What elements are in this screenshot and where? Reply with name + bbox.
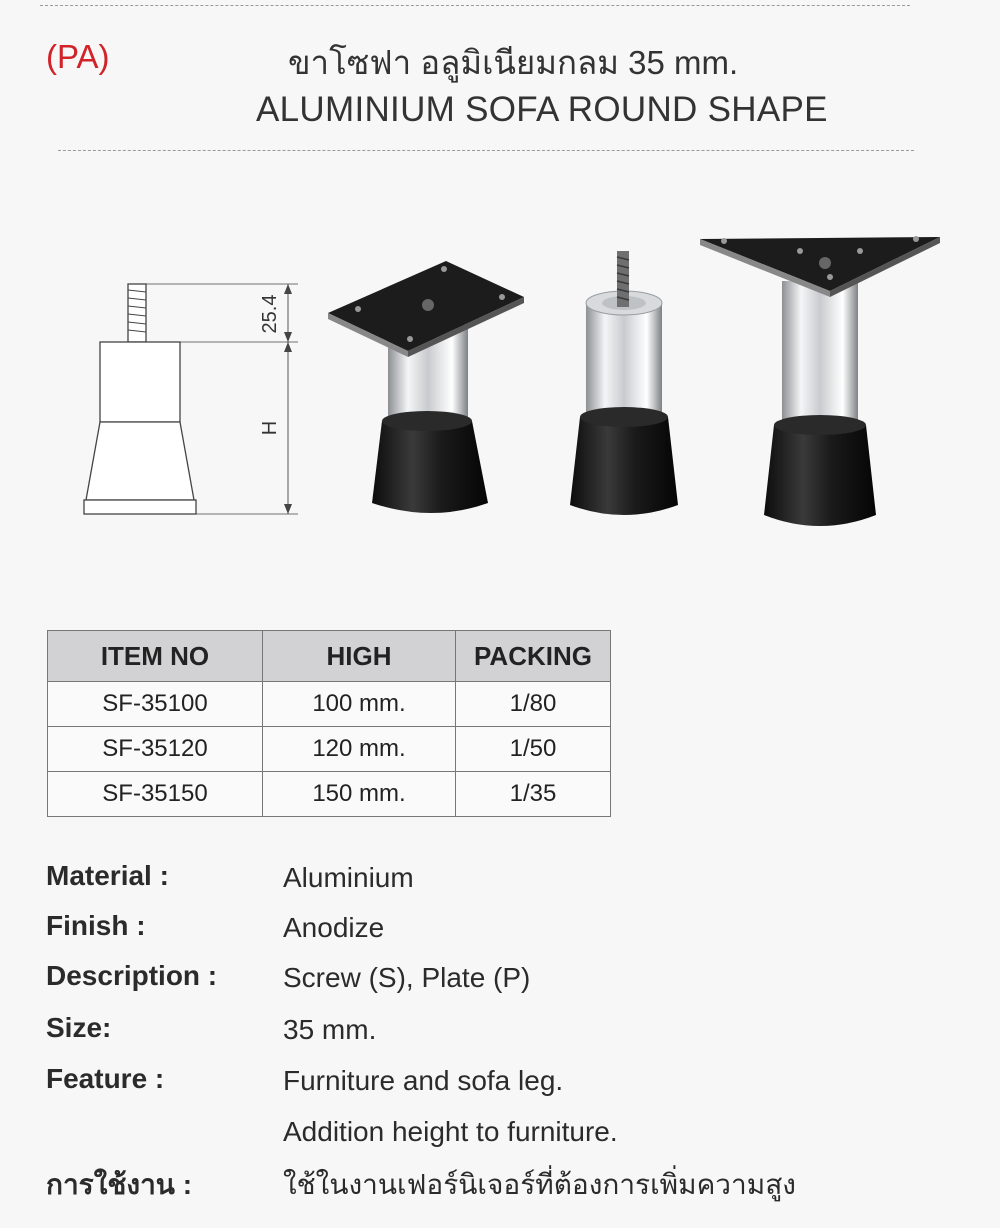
cell-packing: 1/80 (456, 682, 611, 727)
title-divider (58, 150, 914, 151)
drawing-tube (100, 342, 180, 422)
cell-packing: 1/35 (456, 772, 611, 817)
finish-label: Finish : (46, 910, 146, 941)
table-header-row (48, 631, 611, 682)
title-thai: ขาโซฟา อลูมิเนียมกลม 35 mm. (288, 44, 739, 81)
leg-rect-plate (328, 261, 524, 513)
material-value: Aluminium (283, 862, 414, 893)
leg-triangle-plate (700, 236, 940, 526)
table-row (48, 772, 611, 817)
dimension-25-4: 25.4 (259, 294, 281, 334)
drawing-foot (86, 422, 194, 500)
feature-value-2: Addition height to furniture. (283, 1116, 618, 1147)
usage-value: ใช้ในงานเฟอร์นิเจอร์ที่ต้องการเพิ่มความสูง (283, 1169, 796, 1200)
title-english: ALUMINIUM SOFA ROUND SHAPE (256, 90, 828, 129)
usage-label: การใช้งาน : (46, 1169, 193, 1200)
spec-table (47, 630, 611, 817)
dimension-h: H (259, 420, 281, 436)
header-high: HIGH (263, 631, 456, 682)
cell-high: 150 mm. (263, 772, 456, 817)
top-divider (40, 5, 910, 6)
description-label: Description : (46, 960, 218, 991)
table-row (48, 682, 611, 727)
header-item-no: ITEM NO (48, 631, 263, 682)
feature-label: Feature : (46, 1063, 165, 1094)
technical-drawing (70, 270, 310, 530)
cell-high: 100 mm. (263, 682, 456, 727)
cell-item-no: SF-35150 (48, 772, 263, 817)
description-value: Screw (S), Plate (P) (283, 962, 531, 993)
material-label: Material : (46, 860, 169, 891)
leg-screw (570, 251, 678, 515)
size-label: Size: (46, 1012, 112, 1043)
header-packing: PACKING (456, 631, 611, 682)
product-code: (PA) (46, 38, 110, 75)
cell-item-no: SF-35120 (48, 727, 263, 772)
cell-item-no: SF-35100 (48, 682, 263, 727)
cell-high: 120 mm. (263, 727, 456, 772)
product-photo (320, 225, 950, 545)
table-row (48, 727, 611, 772)
feature-value-1: Furniture and sofa leg. (283, 1065, 564, 1096)
size-value: 35 mm. (283, 1014, 377, 1045)
cell-packing: 1/50 (456, 727, 611, 772)
finish-value: Anodize (283, 912, 385, 943)
drawing-screw (128, 284, 146, 342)
